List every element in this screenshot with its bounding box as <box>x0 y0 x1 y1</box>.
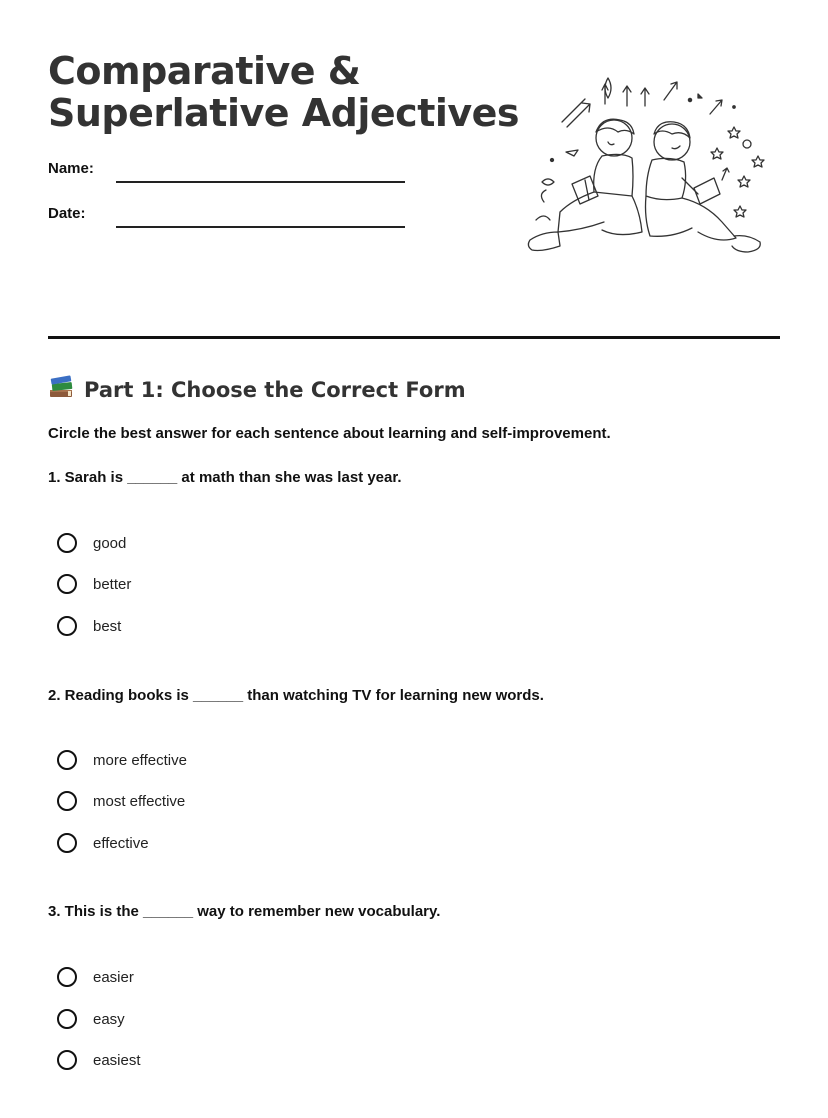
option-label: more effective <box>93 751 187 769</box>
option-3a[interactable] <box>57 967 134 987</box>
radio-circle-icon[interactable] <box>57 750 77 770</box>
question-1: 1. Sarah is ______ at math than she was last year. <box>48 469 402 486</box>
radio-circle-icon[interactable] <box>57 967 77 987</box>
option-3b[interactable] <box>57 1009 125 1029</box>
question-2: 2. Reading books is ______ than watching TV for learning new words. <box>48 687 544 704</box>
date-field[interactable] <box>116 226 405 228</box>
question-3: 3. This is the ______ way to remember new vocabulary. <box>48 903 441 920</box>
date-label: Date: <box>48 205 86 222</box>
option-2b[interactable] <box>57 791 185 811</box>
option-1a[interactable] <box>57 533 126 553</box>
radio-circle-icon[interactable] <box>57 616 77 636</box>
radio-circle-icon[interactable] <box>57 833 77 853</box>
radio-circle-icon[interactable] <box>57 533 77 553</box>
radio-circle-icon[interactable] <box>57 1050 77 1070</box>
section-divider <box>48 336 780 339</box>
option-label: easy <box>93 1010 125 1028</box>
option-label: good <box>93 534 127 552</box>
name-label: Name: <box>48 160 94 177</box>
instructions: Circle the best answer for each sentence about learning and self-improvement. <box>48 425 611 442</box>
title-line-1: Comparative & <box>48 49 361 93</box>
option-2a[interactable] <box>57 750 187 770</box>
option-label: better <box>93 575 132 593</box>
option-1c[interactable] <box>57 616 121 636</box>
radio-circle-icon[interactable] <box>57 791 77 811</box>
part-1-title: Part 1: Choose the Correct Form <box>84 377 466 402</box>
option-2c[interactable] <box>57 833 149 853</box>
books-icon <box>48 374 74 405</box>
option-label: most effective <box>93 792 186 810</box>
radio-circle-icon[interactable] <box>57 574 77 594</box>
option-3c[interactable] <box>57 1050 141 1070</box>
worksheet-title <box>48 50 519 134</box>
option-label: effective <box>93 834 149 852</box>
option-1b[interactable] <box>57 574 131 594</box>
option-label: easiest <box>93 1051 141 1069</box>
part-1-heading <box>48 374 466 405</box>
name-field[interactable] <box>116 181 405 183</box>
option-label: easier <box>93 968 134 986</box>
title-line-2: Superlative Adjectives <box>48 91 520 135</box>
children-reading-illustration <box>522 72 772 267</box>
radio-circle-icon[interactable] <box>57 1009 77 1029</box>
option-label: best <box>93 617 122 635</box>
